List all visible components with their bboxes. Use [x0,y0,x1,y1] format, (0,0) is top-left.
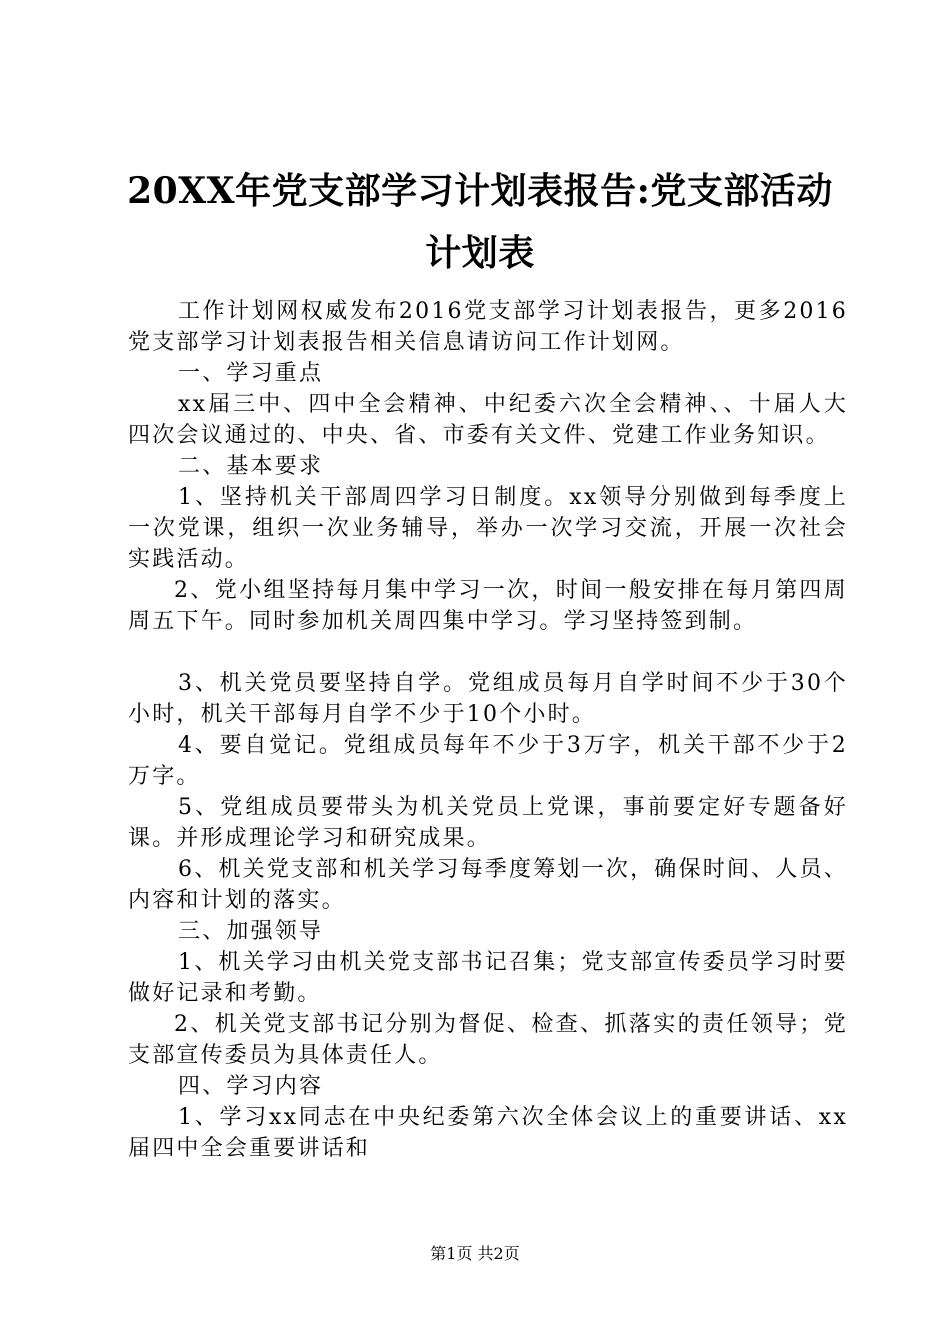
section-heading-study-focus: 一、学习重点 [178,361,324,386]
intro-paragraph: 工作计划网权威发布2016党支部学习计划表报告，更多2016党支部学习计划表报告相关信息请访问工作计划网。 [128,299,848,355]
study-focus-paragraph: xx届三中、四中全会精神、中纪委六次全会精神、、十届人大四次会议通过的、中央、省、市委有关文件、党建工作业务知识。 [128,392,848,448]
requirement-item-2: 2、党小组坚持每月集中学习一次，时间一般安排在每月第四周周五下午。同时参加机关周四集中学习。学习坚持签到制。 [128,578,848,634]
document-title: 20XX年党支部学习计划表报告:党支部活动计划表 [127,170,833,274]
document-body [128,296,848,1164]
leadership-item-1: 1、机关学习由机关党支部书记召集；党支部宣传委员学习时要做好记录和考勤。 [128,950,848,1006]
section-heading-basic-requirements: 二、基本要求 [178,454,324,479]
blank-line [128,637,848,668]
section-heading-study-content: 四、学习内容 [178,1074,324,1099]
section-heading-leadership: 三、加强领导 [178,919,324,944]
requirement-item-6: 6、机关党支部和机关学习每季度筹划一次，确保时间、人员、内容和计划的落实。 [128,857,848,913]
study-content-item-1: 1、学习xx同志在中央纪委第六次全体会议上的重要讲话、xx届四中全会重要讲话和 [128,1105,848,1161]
requirement-item-5: 5、党组成员要带头为机关党员上党课，事前要定好专题备好课。并形成理论学习和研究成果。 [128,795,848,851]
leadership-item-2: 2、机关党支部书记分别为督促、检查、抓落实的责任领导；党支部宣传委员为具体责任人。 [128,1012,848,1068]
requirement-item-1: 1、坚持机关干部周四学习日制度。xx领导分别做到每季度上一次党课，组织一次业务辅导，举办一次学习交流，开展一次社会实践活动。 [128,485,848,572]
page-footer: 第1页 共2页 [430,1244,520,1263]
requirement-item-3: 3、机关党员要坚持自学。党组成员每月自学时间不少于30个小时，机关干部每月自学不少于10个小时。 [128,671,848,727]
requirement-item-4: 4、要自觉记。党组成员每年不少于3万字，机关干部不少于2万字。 [128,733,848,789]
